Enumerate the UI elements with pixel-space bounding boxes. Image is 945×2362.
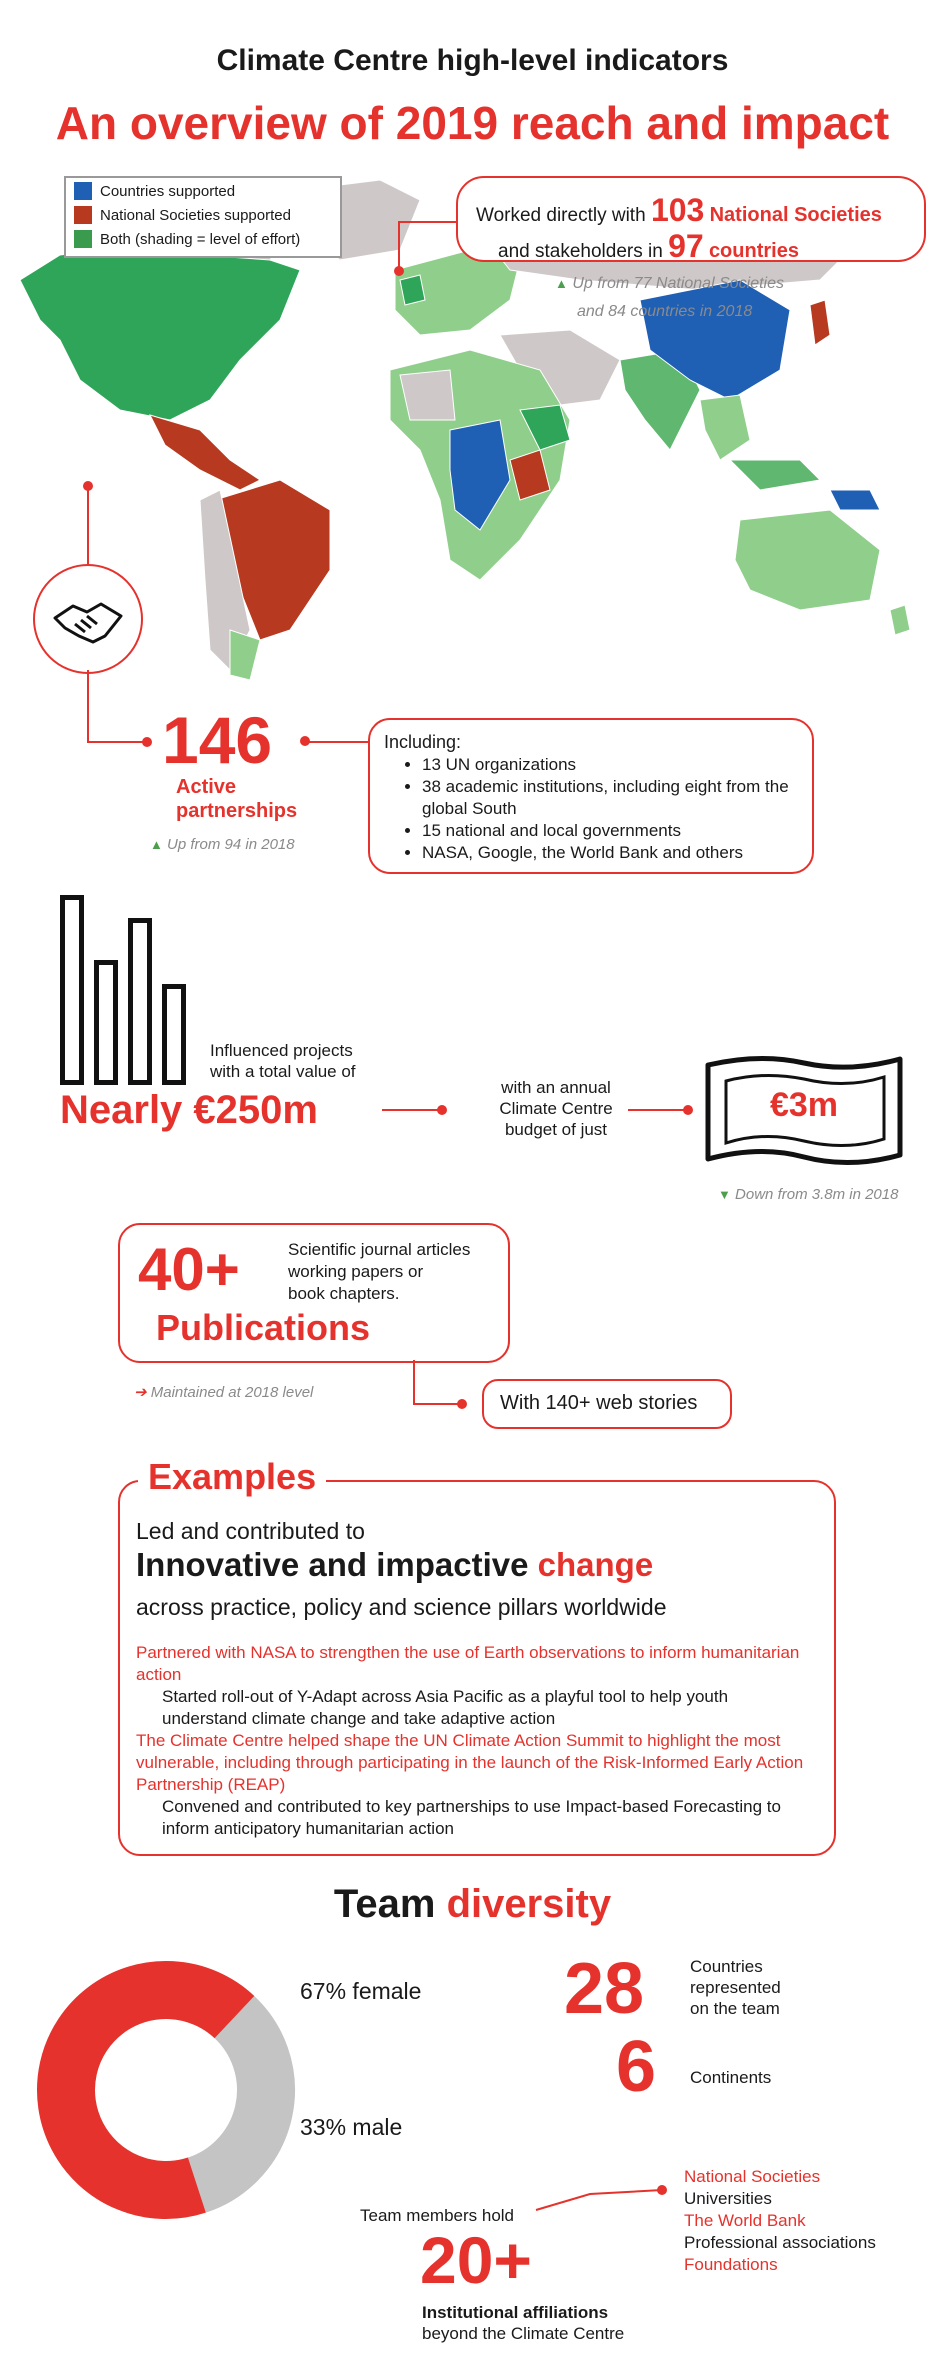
continents-label: Continents (690, 2068, 772, 2087)
arrow-up-icon: ▲ (555, 276, 568, 291)
legend-item: Both (shading = level of effort) (74, 228, 340, 250)
budget-note: ▼ Down from 3.8m in 2018 (718, 1186, 899, 1203)
partners-list (400, 754, 812, 864)
list-item: • 15 national and local governments (422, 820, 812, 842)
publications-number: 40+ (138, 1236, 240, 1303)
partnerships-note: ▲ Up from 94 in 2018 (150, 836, 295, 853)
publications-desc: Scientific journal articles working papers or book chapters. (288, 1240, 471, 1303)
bar-outline (94, 960, 118, 1085)
list-item: Convened and contributed to key partnerships to use Impact-based Forecasting to inform anticipatory humanitarian action (162, 1797, 781, 1838)
list-item: • 13 UN organizations (422, 754, 812, 776)
partnerships-number: 146 (162, 703, 273, 777)
map-australia (735, 510, 880, 610)
list-item: Professional associations (684, 2233, 876, 2252)
bar-outline (60, 895, 84, 1085)
list-item: • 38 academic institutions, including eight from the global South (422, 776, 812, 820)
list-item: The Climate Centre helped shape the UN Climate Action Summit to highlight the most vulnerable, including through participating in the launch of the Risk-Informed Early Action Partnership (REAP) (136, 1731, 804, 1794)
list-item: • NASA, Google, the World Bank and others (422, 842, 812, 864)
publications-box (118, 1223, 510, 1363)
list-item: Universities (684, 2189, 772, 2208)
continents-number: 6 (616, 2027, 657, 2107)
examples-box: Examples Led and contributed to Innovative and impactive change across practice, policy and science pillars worldwide Partnered with NASA to strengthen the use of Earth observations to inform humanitarian action Started roll-out of Y-Adapt across Asia Pacific as a playful tool to help youth understand climate change and take adaptive action The Climate Centre helped shape the UN Climate Action Summit to highlight the most vulnerable, including through participating in the launch of the Risk-Informed Early Action Partnership (REAP) Convened and contributed to key partnerships to use Impact-based Forecasting to inform anticipatory humanitarian action (118, 1480, 836, 1856)
map-central-america (150, 415, 260, 490)
list-item: Started roll-out of Y-Adapt across Asia Pacific as a playful tool to help youth understand climate change and take adaptive action (162, 1687, 729, 1728)
reach-note: ▲ Up from 77 National Societies and 84 countries in 2018 (555, 275, 784, 320)
publications-note: ➔ Maintained at 2018 level (134, 1384, 314, 1401)
examples-big-red: change (537, 1546, 654, 1583)
examples-list (136, 1642, 816, 1840)
female-label: 67% female (300, 1978, 422, 2004)
publications-label: Publications (156, 1307, 371, 1348)
countries-number: 28 (564, 1949, 645, 2029)
budget-caption: with an annual Climate Centre budget of just (499, 1078, 613, 1139)
affiliation-connector (530, 2170, 670, 2220)
legend-swatch-blue (74, 182, 92, 200)
ns-count: 103 (650, 192, 705, 228)
legend-swatch-red (74, 206, 92, 224)
examples-heading: Examples (148, 1456, 317, 1497)
affiliations-number: 20+ (420, 2223, 532, 2297)
examples-big-black: Innovative and impactive (136, 1546, 529, 1583)
legend-item: National Societies supported (74, 204, 340, 226)
map-north-america (20, 245, 300, 420)
handshake-icon (35, 566, 141, 672)
male-label: 33% male (300, 2114, 403, 2140)
partners-list-box: Including: • 13 UN organizations • 38 academic institutions, including eight from the global South • 15 national and local governments • NASA, Google, the World Bank and others (368, 718, 814, 874)
legend-item: Countries supported (74, 180, 340, 202)
team-heading: Team diversity (333, 1882, 612, 1926)
handshake-circle (33, 564, 143, 674)
budget-value: €3m (769, 1086, 839, 1124)
map-legend (64, 176, 342, 258)
list-item: National Societies (684, 2167, 821, 2186)
donut-male-slice (197, 2017, 266, 2185)
affiliations-caption: Institutional affiliations beyond the Climate Centre (422, 2303, 625, 2343)
list-item: Foundations (684, 2255, 778, 2274)
bar-outline (162, 984, 186, 1085)
projects-value: Nearly €250m (60, 1088, 318, 1132)
members-hold: Team members hold (360, 2206, 515, 2225)
arrow-down-icon: ▼ (718, 1187, 731, 1202)
web-stories-box: With 140+ web stories (482, 1379, 732, 1429)
list-item: The World Bank (684, 2211, 806, 2230)
page-subtitle: Climate Centre high-level indicators (216, 44, 729, 77)
affiliations-list (684, 2166, 876, 2276)
page-title: An overview of 2019 reach and impact (55, 97, 890, 149)
list-item: Partnered with NASA to strengthen the use of Earth observations to inform humanitarian action (136, 1643, 800, 1684)
reach-box: Worked directly with 103 National Societies and stakeholders in 97 countries (456, 176, 926, 262)
projects-caption: Influenced projects with a total value of (210, 1041, 356, 1081)
gender-donut-chart (36, 1960, 296, 2220)
arrow-right-icon: ➔ (134, 1384, 147, 1401)
legend-swatch-green (74, 230, 92, 248)
bar-chart-icon (60, 885, 190, 1085)
arrow-up-icon: ▲ (150, 837, 163, 852)
bar-outline (128, 918, 152, 1085)
partnerships-label: Active partnerships (176, 776, 298, 822)
country-count: 97 (668, 228, 704, 264)
countries-caption: Countries represented on the team (690, 1957, 781, 2018)
